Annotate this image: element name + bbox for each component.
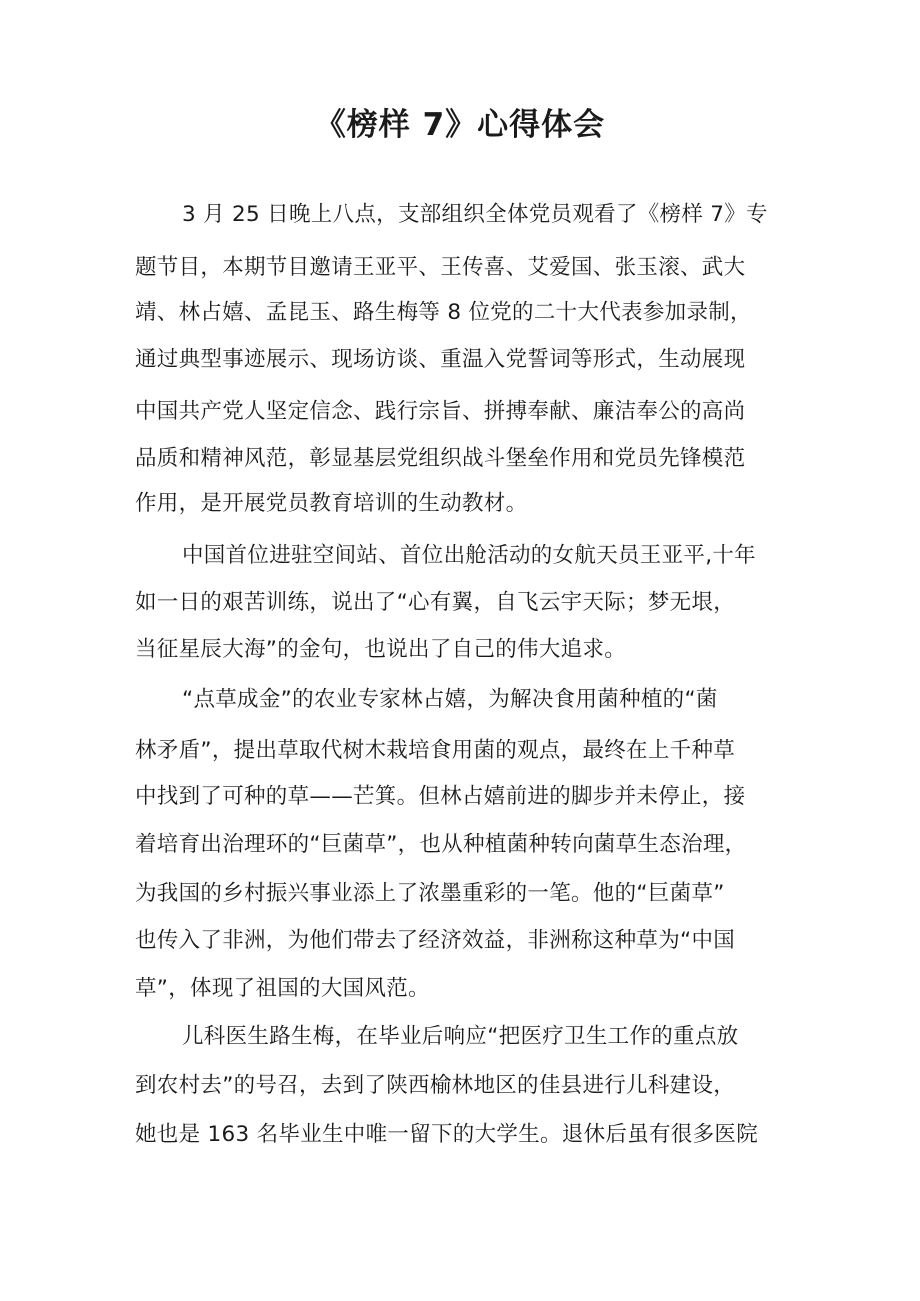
document-title: 《榜样 7》心得体会 [314, 107, 606, 143]
paragraph-3-line-6: 也传入了非洲，为他们带去了经济效益，非洲称这种草为“中国 [135, 928, 736, 953]
paragraph-1-line-1: 3 月 25 日晚上八点，支部组织全体党员观看了《榜样 7》专 [182, 202, 768, 227]
paragraph-1-line-2: 题节目，本期节目邀请王亚平、王传喜、艾爱国、张玉滚、武大 [135, 255, 746, 280]
paragraph-3-line-3: 中找到了可种的草——芒箕。但林占嬉前进的脚步并未停止，接 [135, 784, 746, 809]
paragraph-1-line-3: 靖、林占嬉、孟昆玉、路生梅等 8 位党的二十大代表参加录制， [135, 300, 752, 325]
paragraph-2-line-2: 如一日的艰苦训练，说出了“心有翼，自飞云宇天际；梦无垠， [135, 590, 736, 615]
paragraph-1-line-5: 中国共产党人坚定信念、践行宗旨、拼搏奉献、廉洁奉公的高尚 [135, 399, 746, 424]
paragraph-3-line-1: “点草成金”的农业专家林占嬉，为解决食用菌种植的“菌 [182, 687, 718, 712]
paragraph-4-line-3: 她也是 163 名毕业生中唯一留下的大学生。退休后虽有很多医院 [135, 1122, 759, 1147]
paragraph-2-line-1: 中国首位进驻空间站、首位出舱活动的女航天员王亚平,十年 [182, 543, 756, 568]
paragraph-1-line-4: 通过典型事迹展示、现场访谈、重温入党誓词等形式，生动展现 [135, 347, 746, 372]
paragraph-1-line-7: 作用，是开展党员教育培训的生动教材。 [135, 491, 528, 516]
paragraph-2-line-3: 当征星辰大海”的金句，也说出了自己的伟大追求。 [135, 637, 627, 662]
paragraph-3-line-4: 着培育出治理环的“巨菌草”，也从种植菌种转向菌草生态治理， [135, 832, 747, 857]
paragraph-4-line-2: 到农村去”的号召，去到了陕西榆林地区的佳县进行儿科建设， [135, 1073, 736, 1098]
paragraph-1-line-6: 品质和精神风范，彰显基层党组织战斗堡垒作用和党员先锋模范 [135, 446, 746, 471]
paragraph-3-line-2: 林矛盾”，提出草取代树木栽培食用菌的观点，最终在上千种草 [135, 738, 736, 763]
paragraph-3-line-7: 草”，体现了祖国的大国风范。 [135, 976, 430, 1001]
paragraph-3-line-5: 为我国的乡村振兴事业添上了浓墨重彩的一笔。他的“巨菌草” [135, 881, 725, 906]
paragraph-4-line-1: 儿科医生路生梅，在毕业后响应“把医疗卫生工作的重点放 [182, 1024, 739, 1049]
